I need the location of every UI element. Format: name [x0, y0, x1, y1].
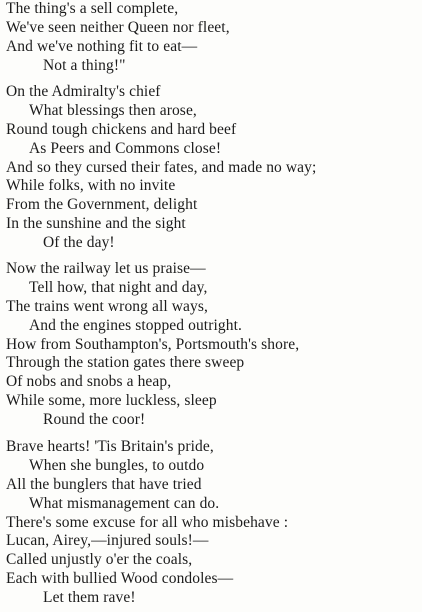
verse-line: In the sunshine and the sight: [6, 215, 186, 233]
verse-line: Lucan, Airey,—injured souls!—: [6, 532, 209, 550]
verse-line: Round the coor!: [43, 411, 146, 429]
verse-line: How from Southampton's, Portsmouth's shore,: [6, 335, 300, 353]
verse-line: On the Admiralty's chief: [6, 83, 161, 100]
verse-line: As Peers and Commons close!: [29, 139, 222, 157]
verse-line: While folks, with no invite: [6, 177, 176, 195]
verse-line: While some, more luckless, sleep: [6, 392, 217, 410]
verse-line: What blessings then arose,: [29, 101, 197, 119]
verse-line: And the engines stopped outright.: [29, 316, 242, 334]
verse-line: When she bungles, to outdo: [29, 456, 205, 474]
verse-line: Of nobs and snobs a heap,: [6, 373, 172, 391]
stanza-3: [6, 260, 418, 430]
verse-line: Tell how, that night and day,: [29, 278, 208, 296]
verse-line: Called unjustly o'er the coals,: [6, 551, 193, 569]
stanza-1: [6, 0, 418, 76]
stanza-2: [6, 83, 418, 253]
verse-line: And so they cursed their fates, and made no way;: [6, 158, 317, 176]
verse-line: Not a thing!": [43, 56, 126, 74]
verse-line: All the bunglers that have tried: [6, 475, 202, 493]
verse-line: Of the day!: [43, 234, 115, 252]
verse-line: Let them rave!: [43, 589, 136, 607]
verse-line: Through the station gates there sweep: [6, 354, 245, 372]
verse-line: We've seen neither Queen nor fleet,: [6, 18, 230, 36]
verse-line: Brave hearts! 'Tis Britain's pride,: [6, 438, 214, 455]
verse-line: From the Government, delight: [6, 196, 198, 214]
verse-line: Each with bullied Wood condoles—: [6, 570, 234, 588]
verse-line: And we've nothing fit to eat—: [6, 37, 198, 55]
stanza-4: [6, 438, 418, 608]
verse-line: What mismanagement can do.: [29, 494, 220, 512]
verse-line: There's some excuse for all who misbehave :: [6, 513, 289, 531]
verse-line: The trains went wrong all ways,: [6, 297, 208, 315]
verse-line: Now the railway let us praise—: [6, 260, 206, 277]
verse-line: Round tough chickens and hard beef: [6, 120, 237, 138]
verse-line: The thing's a sell complete,: [6, 0, 179, 17]
